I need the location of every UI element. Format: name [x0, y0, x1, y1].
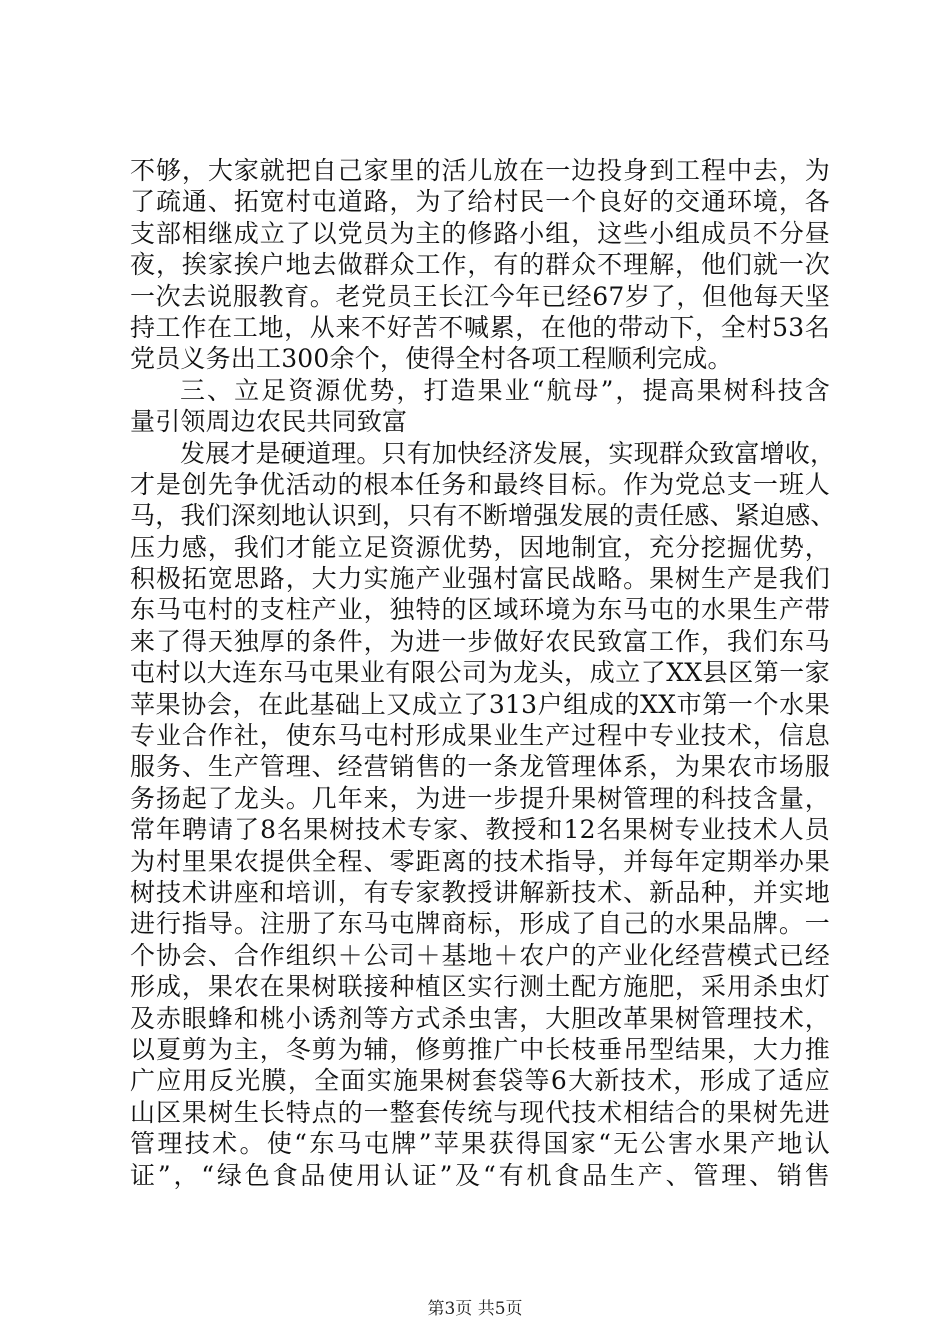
- body-line-24: 树技术讲座和培训，有专家教授讲解新技术、新品种，并实地: [130, 877, 830, 907]
- body-line-15: 东马屯村的支柱产业，独特的区域环境为东马屯的水果生产带: [130, 595, 830, 625]
- body-line-4: 夜，挨家挨户地去做群众工作，有的群众不理解，他们就一次: [130, 250, 830, 280]
- document-body: [130, 155, 836, 1191]
- body-line-22: 常年聘请了8名果树技术专家、教授和12名果树专业技术人员: [130, 815, 830, 845]
- section-heading-line-1: 三、立足资源优势，打造果业“航母”，提高果树科技含: [180, 375, 830, 405]
- body-line-2: 了疏通、拓宽村屯道路，为了给村民一个良好的交通环境，各: [130, 187, 830, 217]
- body-line-11: 才是创先争优活动的根本任务和最终目标。作为党总支一班人: [130, 469, 830, 499]
- body-line-23: 为村里果农提供全程、零距离的技术指导，并每年定期举办果: [130, 846, 830, 876]
- body-line-5: 一次去说服教育。老党员王长江今年已经67岁了，但他每天坚: [130, 281, 830, 311]
- body-line-30: 广应用反光膜，全面实施果树套袋等6大新技术，形成了适应: [130, 1066, 830, 1096]
- body-line-20: 服务、生产管理、经营销售的一条龙管理体系，为果农市场服: [130, 752, 830, 782]
- body-line-32: 管理技术。使“东马屯牌”苹果获得国家“无公害水果产地认: [130, 1129, 830, 1159]
- body-line-10: 发展才是硬道理。只有加快经济发展，实现群众致富增收，: [180, 438, 836, 468]
- body-line-17: 屯村以大连东马屯果业有限公司为龙头，成立了XX县区第一家: [130, 658, 830, 688]
- page-number-footer: 第3页 共5页: [427, 1299, 523, 1319]
- body-line-29: 以夏剪为主，冬剪为辅，修剪推广中长枝垂吊型结果，大力推: [130, 1034, 830, 1064]
- body-line-28: 及赤眼蜂和桃小诱剂等方式杀虫害，大胆改革果树管理技术，: [130, 1003, 830, 1033]
- body-line-6: 持工作在工地，从来不好苦不喊累，在他的带动下，全村53名: [130, 312, 830, 342]
- section-heading-line-2: 量引领周边农民共同致富: [130, 407, 408, 437]
- body-line-16: 来了得天独厚的条件，为进一步做好农民致富工作，我们东马: [130, 626, 830, 656]
- body-line-19: 专业合作社，使东马屯村形成果业生产过程中专业技术，信息: [130, 721, 830, 751]
- body-line-13: 压力感，我们才能立足资源优势，因地制宜，充分挖掘优势，: [130, 532, 830, 562]
- body-line-31: 山区果树生长特点的一整套传统与现代技术相结合的果树先进: [130, 1097, 830, 1127]
- body-line-33: 证”，“绿色食品使用认证”及“有机食品生产、管理、销售: [130, 1160, 830, 1190]
- body-line-18: 苹果协会，在此基础上又成立了313户组成的XX市第一个水果: [130, 689, 830, 719]
- body-line-14: 积极拓宽思路，大力实施产业强村富民战略。果树生产是我们: [130, 564, 830, 594]
- body-line-7: 党员义务出工300余个，使得全村各项工程顺利完成。: [130, 344, 733, 374]
- body-line-12: 马，我们深刻地认识到，只有不断增强发展的责任感、紧迫感、: [130, 501, 836, 531]
- body-line-3: 支部相继成立了以党员为主的修路小组，这些小组成员不分昼: [130, 218, 830, 248]
- body-line-27: 形成，果农在果树联接种植区实行测土配方施肥，采用杀虫灯: [130, 972, 830, 1002]
- body-line-26: 个协会、合作组织＋公司＋基地＋农户的产业化经营模式已经: [130, 940, 830, 970]
- body-line-1: 不够，大家就把自己家里的活儿放在一边投身到工程中去，为: [130, 156, 830, 185]
- body-line-21: 务扬起了龙头。几年来，为进一步提升果树管理的科技含量，: [130, 783, 830, 813]
- body-line-25: 进行指导。注册了东马屯牌商标，形成了自己的水果品牌。一: [130, 909, 830, 939]
